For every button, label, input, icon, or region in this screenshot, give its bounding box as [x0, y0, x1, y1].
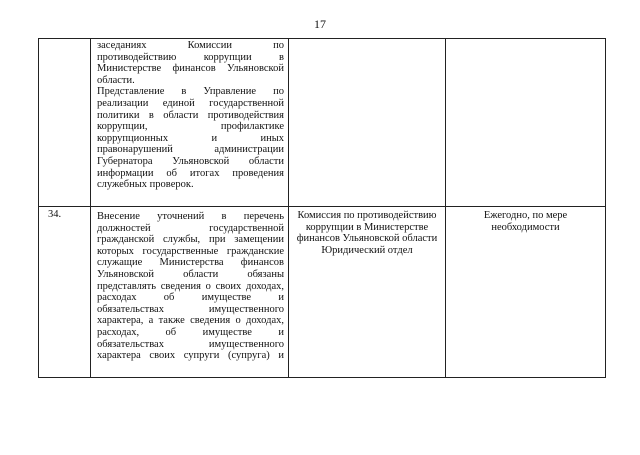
row-divider	[38, 206, 606, 207]
description-line: которых государственные гражданские	[97, 245, 284, 257]
responsible-line: финансов Ульяновской области	[296, 233, 438, 245]
description-line: Министерстве финансов Ульяновской	[97, 63, 284, 75]
description-line: коррупционных и иных	[97, 132, 284, 144]
description-line: служебных проверок.	[97, 179, 194, 191]
description-line: расходах об имуществе и	[97, 292, 284, 304]
row-2-responsible	[290, 210, 444, 256]
table-top-border	[38, 38, 606, 39]
column-divider-description	[288, 38, 289, 378]
description-line: гражданской службы, при замещении	[97, 234, 284, 246]
description-line: правонарушений администрации	[97, 144, 284, 156]
deadline-line: необходимости	[491, 221, 560, 233]
description-line: должностей государственной	[97, 222, 284, 234]
table-right-border	[605, 38, 606, 378]
column-divider-number	[90, 38, 91, 378]
description-line: Представление в Управление по	[97, 86, 284, 98]
description-line: коррупции, профилактике	[97, 121, 284, 133]
column-divider-responsible	[445, 38, 446, 378]
description-line: Внесение уточнений в перечень	[97, 211, 284, 222]
description-line: характера своих супруги (супруга) и	[97, 350, 284, 362]
description-line: служащие Министерства финансов	[97, 257, 284, 269]
deadline-line: Ежегодно, по мере	[483, 210, 568, 221]
row-2-deadline	[447, 210, 604, 233]
table-bottom-border	[38, 377, 606, 378]
description-line: заседаниях Комиссии по	[97, 40, 284, 51]
plan-table	[38, 38, 606, 378]
description-line: реализации единой государственной	[97, 97, 284, 109]
responsible-line: Юридический отдел	[321, 244, 413, 256]
responsible-line: коррупции в Министерстве	[305, 221, 429, 233]
description-line: представлять сведения о своих доходах,	[97, 280, 284, 292]
description-line: характера, а также сведения о доходах,	[97, 315, 284, 327]
description-line: политики в области противодействия	[97, 109, 284, 121]
description-line: информации об итогах проведения	[97, 167, 284, 179]
row-1-description	[97, 40, 284, 191]
table-left-border	[38, 38, 39, 378]
row-2-number: 34.	[48, 209, 62, 220]
description-line: обязательствах имущественного	[97, 303, 284, 315]
description-line: расходах, об имуществе и	[97, 326, 284, 338]
description-line: Губернатора Ульяновской области	[97, 155, 284, 167]
description-line: противодействию коррупции в	[97, 51, 284, 63]
responsible-line: Комиссия по противодействию	[297, 210, 437, 221]
description-line: Ульяновской области обязаны	[97, 268, 284, 280]
row-2-description	[97, 211, 284, 362]
description-line: области.	[97, 74, 135, 86]
description-line: обязательствах имущественного	[97, 338, 284, 350]
page-number: 17	[314, 17, 326, 31]
